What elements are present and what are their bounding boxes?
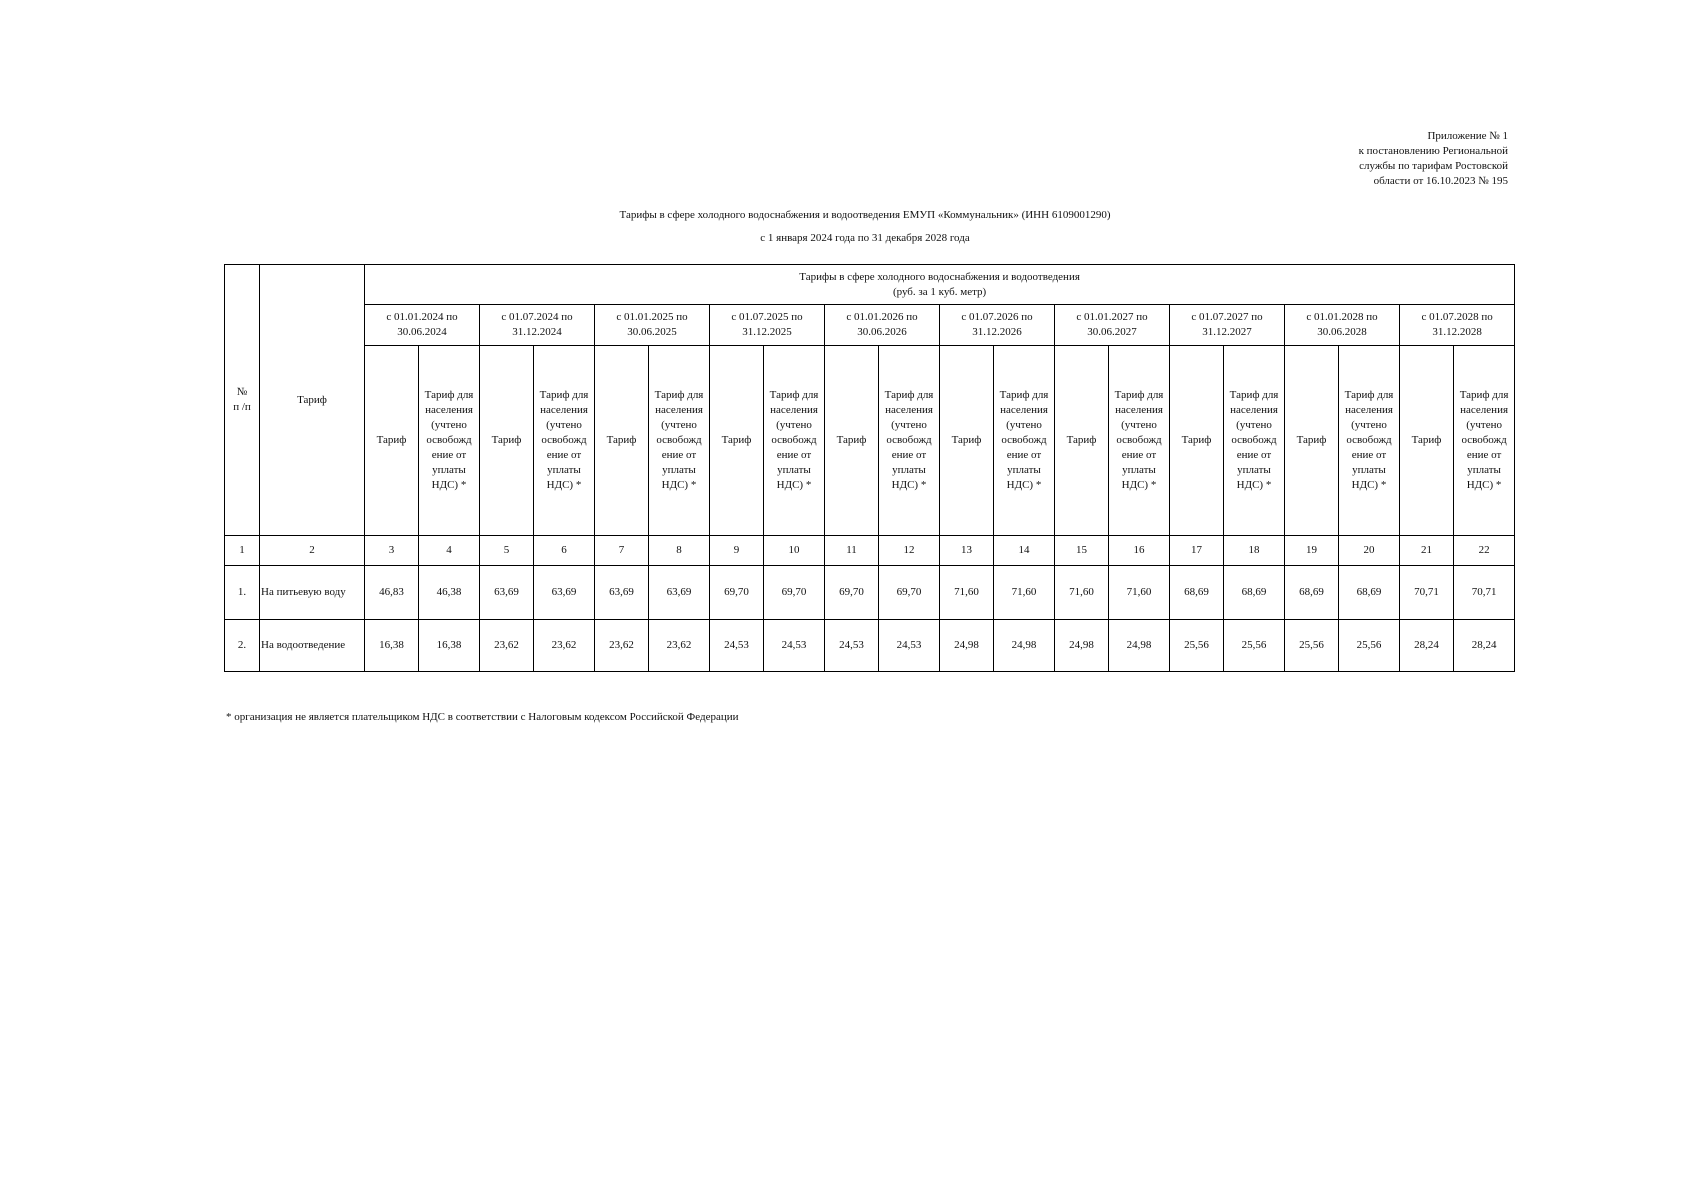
sub-header-line: уплаты (777, 464, 811, 476)
sub-header-line: (учтено (891, 419, 927, 431)
tariff-value-cell: 68,69 (1224, 566, 1285, 620)
column-number: 5 (480, 536, 534, 566)
tariff-value-cell: 25,56 (1339, 620, 1400, 672)
tariff-value-cell: 68,69 (1170, 566, 1224, 620)
sub-header-population-tariff (534, 346, 595, 536)
period-start: с 01.07.2028 по (1421, 311, 1493, 323)
period-end: 30.06.2027 (1087, 326, 1137, 338)
sub-header-population-tariff (1339, 346, 1400, 536)
column-number: 18 (1224, 536, 1285, 566)
period-start: с 01.07.2027 по (1191, 311, 1263, 323)
appendix-line: к постановлению Региональной (1358, 145, 1508, 157)
sub-header-line: населения (540, 404, 588, 416)
column-number: 13 (940, 536, 994, 566)
sub-header-line: НДС) * (776, 479, 812, 491)
sub-header-line: (учтено (1466, 419, 1502, 431)
period-start: с 01.01.2026 по (846, 311, 918, 323)
sub-header-population-tariff (649, 346, 710, 536)
tariff-value-cell: 25,56 (1224, 620, 1285, 672)
tariff-value-cell: 24,98 (1109, 620, 1170, 672)
column-number: 4 (419, 536, 480, 566)
sub-header-line: ение от (1236, 449, 1272, 461)
sub-header-line: освобожд (1346, 434, 1392, 446)
period-header (365, 305, 480, 346)
tariff-value-cell: 24,53 (825, 620, 879, 672)
tariff-value-cell: 69,70 (764, 566, 825, 620)
sub-header-line: (учтено (1121, 419, 1157, 431)
sub-header-line: населения (1345, 404, 1393, 416)
row-tariff-name: На питьевую воду (260, 566, 365, 620)
sub-header-line: населения (885, 404, 933, 416)
column-number: 8 (649, 536, 710, 566)
period-header (1170, 305, 1285, 346)
period-end: 30.06.2026 (857, 326, 907, 338)
sub-header-tariff: Тариф (1285, 346, 1339, 536)
sub-header-line: освобожд (1116, 434, 1162, 446)
column-number: 21 (1400, 536, 1454, 566)
sub-header-line: (учтено (1236, 419, 1272, 431)
tariff-value-cell: 70,71 (1400, 566, 1454, 620)
tariff-value-cell: 69,70 (825, 566, 879, 620)
period-end: 30.06.2025 (627, 326, 677, 338)
sub-header-line: Тариф для (1344, 389, 1394, 401)
period-header (825, 305, 940, 346)
tariff-value-cell: 24,53 (764, 620, 825, 672)
period-header (1285, 305, 1400, 346)
sub-header-line: Тариф для (1229, 389, 1279, 401)
appendix-line: области от 16.10.2023 № 195 (1373, 175, 1508, 187)
sub-header-line: населения (1115, 404, 1163, 416)
document-subtitle: с 1 января 2024 года по 31 декабря 2028 года (760, 232, 970, 244)
tariff-value-cell: 24,98 (1055, 620, 1109, 672)
period-header (480, 305, 595, 346)
sub-header-line: НДС) * (1121, 479, 1157, 491)
appendix-line: службы по тарифам Ростовской (1359, 160, 1508, 172)
period-end: 31.12.2028 (1432, 326, 1482, 338)
sub-header-line: (учтено (1006, 419, 1042, 431)
sub-header-line: НДС) * (431, 479, 467, 491)
tariff-value-cell: 46,83 (365, 566, 419, 620)
sub-header-line: ение от (1351, 449, 1387, 461)
header-main-line: Тарифы в сфере холодного водоснабжения и водоотведения (799, 270, 1080, 283)
column-number: 1 (225, 536, 260, 566)
period-end: 30.06.2024 (397, 326, 447, 338)
period-header (1400, 305, 1515, 346)
sub-header-tariff: Тариф (480, 346, 534, 536)
sub-header-population-tariff (1224, 346, 1285, 536)
tariff-value-cell: 24,98 (940, 620, 994, 672)
tariff-value-cell: 23,62 (534, 620, 595, 672)
period-start: с 01.01.2028 по (1306, 311, 1378, 323)
tariff-value-cell: 68,69 (1285, 566, 1339, 620)
sub-header-tariff: Тариф (940, 346, 994, 536)
sub-header-line: НДС) * (1351, 479, 1387, 491)
sub-header-line: Тариф для (1459, 389, 1509, 401)
header-main-unit: (руб. за 1 куб. метр) (892, 285, 987, 298)
column-number: 16 (1109, 536, 1170, 566)
sub-header-population-tariff (764, 346, 825, 536)
sub-header-tariff: Тариф (595, 346, 649, 536)
column-number: 15 (1055, 536, 1109, 566)
sub-header-line: населения (1230, 404, 1278, 416)
sub-header-line: населения (425, 404, 473, 416)
sub-header-tariff: Тариф (1055, 346, 1109, 536)
sub-header-line: населения (1000, 404, 1048, 416)
tariff-value-cell: 23,62 (649, 620, 710, 672)
period-start: с 01.01.2024 по (386, 311, 458, 323)
tariff-value-cell: 23,62 (595, 620, 649, 672)
sub-header-line: Тариф для (654, 389, 704, 401)
tariff-value-cell: 23,62 (480, 620, 534, 672)
sub-header-line: (учтено (431, 419, 467, 431)
sub-header-line: уплаты (1352, 464, 1386, 476)
tariff-value-cell: 68,69 (1339, 566, 1400, 620)
sub-header-line: (учтено (546, 419, 582, 431)
header-number: № п /п (225, 265, 260, 536)
column-number: 22 (1454, 536, 1515, 566)
row-tariff-name: На водоотведение (260, 620, 365, 672)
sub-header-line: населения (1460, 404, 1509, 416)
tariff-value-cell: 70,71 (1454, 566, 1515, 620)
tariff-value-cell: 46,38 (419, 566, 480, 620)
sub-header-line: уплаты (432, 464, 466, 476)
column-number: 20 (1339, 536, 1400, 566)
tariff-value-cell: 24,98 (994, 620, 1055, 672)
sub-header-line: (учтено (661, 419, 697, 431)
period-header (710, 305, 825, 346)
header-tariff: Тариф (260, 265, 365, 536)
table-row (225, 620, 1515, 672)
sub-header-line: уплаты (1007, 464, 1041, 476)
column-number: 17 (1170, 536, 1224, 566)
column-number: 7 (595, 536, 649, 566)
sub-header-population-tariff (1454, 346, 1515, 536)
period-end: 30.06.2028 (1317, 326, 1367, 338)
period-start: с 01.07.2025 по (731, 311, 803, 323)
sub-header-line: НДС) * (1006, 479, 1042, 491)
sub-header-line: уплаты (1467, 464, 1501, 476)
sub-header-line: уплаты (1237, 464, 1271, 476)
sub-header-line: ение от (431, 449, 467, 461)
tariff-value-cell: 24,53 (710, 620, 764, 672)
sub-header-line: (учтено (776, 419, 812, 431)
tariff-value-cell: 28,24 (1400, 620, 1454, 672)
column-number: 12 (879, 536, 940, 566)
sub-header-line: Тариф для (539, 389, 589, 401)
sub-header-line: Тариф для (424, 389, 474, 401)
sub-header-population-tariff (419, 346, 480, 536)
sub-header-line: ение от (776, 449, 812, 461)
sub-header-line: освобожд (1461, 434, 1507, 446)
tariff-value-cell: 69,70 (879, 566, 940, 620)
sub-header-line: освобожд (886, 434, 932, 446)
sub-header-line: ение от (1466, 449, 1502, 461)
sub-header-line: освобожд (771, 434, 817, 446)
tariff-value-cell: 71,60 (1109, 566, 1170, 620)
tariff-value-cell: 16,38 (365, 620, 419, 672)
period-start: с 01.07.2024 по (501, 311, 573, 323)
column-number: 19 (1285, 536, 1339, 566)
period-start: с 01.01.2025 по (616, 311, 688, 323)
column-number: 3 (365, 536, 419, 566)
sub-header-line: ение от (546, 449, 582, 461)
column-number: 14 (994, 536, 1055, 566)
sub-header-line: Тариф для (1114, 389, 1164, 401)
tariff-value-cell: 63,69 (649, 566, 710, 620)
column-number: 11 (825, 536, 879, 566)
header-main (365, 265, 1515, 305)
sub-header-line: НДС) * (661, 479, 697, 491)
period-start: с 01.07.2026 по (961, 311, 1033, 323)
tariff-value-cell: 16,38 (419, 620, 480, 672)
table-row (225, 566, 1515, 620)
tariff-value-cell: 28,24 (1454, 620, 1515, 672)
period-header (940, 305, 1055, 346)
row-number: 1. (225, 566, 260, 620)
tariff-value-cell: 63,69 (480, 566, 534, 620)
period-header (1055, 305, 1170, 346)
column-number: 9 (710, 536, 764, 566)
period-end: 31.12.2027 (1202, 326, 1252, 338)
appendix-note (1359, 129, 1508, 189)
sub-header-line: освобожд (656, 434, 702, 446)
sub-header-line: уплаты (662, 464, 696, 476)
sub-header-line: освобожд (541, 434, 587, 446)
appendix-line: Приложение № 1 (1427, 130, 1508, 142)
sub-header-line: Тариф для (999, 389, 1049, 401)
tariff-value-cell: 63,69 (595, 566, 649, 620)
sub-header-line: ение от (1121, 449, 1157, 461)
sub-header-line: НДС) * (1466, 479, 1502, 491)
period-start: с 01.01.2027 по (1076, 311, 1148, 323)
period-end: 31.12.2025 (742, 326, 792, 338)
tariff-value-cell: 63,69 (534, 566, 595, 620)
tariff-value-cell: 25,56 (1170, 620, 1224, 672)
column-number: 6 (534, 536, 595, 566)
tariff-value-cell: 71,60 (1055, 566, 1109, 620)
column-number: 10 (764, 536, 825, 566)
tariff-value-cell: 71,60 (994, 566, 1055, 620)
document-title: Тарифы в сфере холодного водоснабжения и водоотведения ЕМУП «Коммунальник» (ИНН 6109001290) (619, 209, 1111, 221)
sub-header-line: освобожд (426, 434, 472, 446)
sub-header-line: Тариф для (769, 389, 819, 401)
row-number: 2. (225, 620, 260, 672)
sub-header-line: НДС) * (1236, 479, 1272, 491)
column-number: 2 (260, 536, 365, 566)
sub-header-tariff: Тариф (1400, 346, 1454, 536)
tariffs-table (224, 264, 1515, 672)
sub-header-tariff: Тариф (825, 346, 879, 536)
tariff-value-cell: 69,70 (710, 566, 764, 620)
sub-header-line: (учтено (1351, 419, 1387, 431)
sub-header-line: населения (655, 404, 703, 416)
sub-header-line: ение от (891, 449, 927, 461)
sub-header-line: уплаты (1122, 464, 1156, 476)
period-end: 31.12.2026 (972, 326, 1022, 338)
sub-header-line: Тариф для (884, 389, 934, 401)
sub-header-tariff: Тариф (710, 346, 764, 536)
sub-header-line: НДС) * (891, 479, 927, 491)
sub-header-line: уплаты (547, 464, 581, 476)
tariff-value-cell: 25,56 (1285, 620, 1339, 672)
sub-header-line: уплаты (892, 464, 926, 476)
tariff-value-cell: 24,53 (879, 620, 940, 672)
tariff-value-cell: 71,60 (940, 566, 994, 620)
sub-header-tariff: Тариф (365, 346, 419, 536)
sub-header-population-tariff (879, 346, 940, 536)
sub-header-line: НДС) * (546, 479, 582, 491)
sub-header-population-tariff (1109, 346, 1170, 536)
sub-header-line: ение от (1006, 449, 1042, 461)
sub-header-tariff: Тариф (1170, 346, 1224, 536)
footnote: * организация не является плательщиком НДС в соответствии с Налоговым кодексом Российской Федерации (226, 711, 739, 723)
sub-header-line: ение от (661, 449, 697, 461)
sub-header-line: освобожд (1231, 434, 1277, 446)
period-end: 31.12.2024 (512, 326, 562, 338)
sub-header-population-tariff (994, 346, 1055, 536)
sub-header-line: освобожд (1001, 434, 1047, 446)
period-header (595, 305, 710, 346)
sub-header-line: населения (770, 404, 818, 416)
